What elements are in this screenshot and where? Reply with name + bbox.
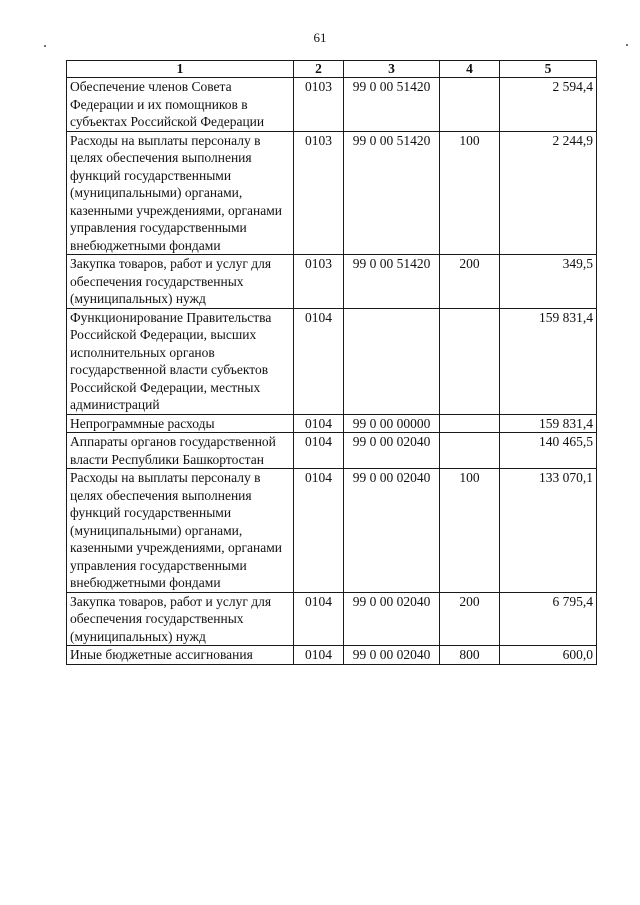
article-code-cell: 99 0 00 02040: [344, 469, 440, 593]
amount-cell: 140 465,5: [500, 433, 597, 469]
expense-type-cell: 100: [440, 131, 500, 255]
expense-name-cell: Расходы на выплаты персоналу в целях обеспечения выполнения функций государственными (муниципальными) органами, казенными учреждениями, органами управления государственными внебюджетными фондами: [67, 131, 294, 255]
table-row: [67, 414, 597, 433]
page-number: 61: [313, 30, 327, 45]
amount-cell: 600,0: [500, 646, 597, 665]
expense-type-cell: [440, 308, 500, 414]
expense-name-cell: Функционирование Правительства Российской Федерации, высших исполнительных органов государственной власти субъектов Российской Федерации, местных администраций: [67, 308, 294, 414]
table-row: [67, 469, 597, 593]
expense-name-cell: Непрограммные расходы: [67, 414, 294, 433]
column-header: 5: [500, 61, 597, 78]
expense-type-cell: 200: [440, 255, 500, 309]
table-row: [67, 255, 597, 309]
expense-name-cell: Закупка товаров, работ и услуг для обеспечения государственных (муниципальных) нужд: [67, 255, 294, 309]
expense-type-cell: [440, 414, 500, 433]
expense-name-cell: Обеспечение членов Совета Федерации и их помощников в субъектах Российской Федерации: [67, 78, 294, 132]
table-row: [67, 433, 597, 469]
section-code-cell: 0104: [294, 433, 344, 469]
article-code-cell: 99 0 00 51420: [344, 255, 440, 309]
expense-name-cell: Закупка товаров, работ и услуг для обеспечения государственных (муниципальных) нужд: [67, 592, 294, 646]
expense-type-cell: [440, 78, 500, 132]
table-row: [67, 592, 597, 646]
amount-cell: 2 594,4: [500, 78, 597, 132]
expense-type-cell: 100: [440, 469, 500, 593]
expense-type-cell: 800: [440, 646, 500, 665]
expense-name-cell: Расходы на выплаты персоналу в целях обеспечения выполнения функций государственными (муниципальными) органами, казенными учреждениями, органами управления государственными внебюджетными фондами: [67, 469, 294, 593]
scan-speck: [626, 44, 628, 46]
section-code-cell: 0103: [294, 78, 344, 132]
article-code-cell: [344, 308, 440, 414]
amount-cell: 349,5: [500, 255, 597, 309]
amount-cell: 133 070,1: [500, 469, 597, 593]
table-row: [67, 78, 597, 132]
section-code-cell: 0104: [294, 469, 344, 593]
section-code-cell: 0104: [294, 308, 344, 414]
expense-type-cell: 200: [440, 592, 500, 646]
article-code-cell: 99 0 00 02040: [344, 592, 440, 646]
column-header: 4: [440, 61, 500, 78]
section-code-cell: 0104: [294, 414, 344, 433]
article-code-cell: 99 0 00 51420: [344, 78, 440, 132]
section-code-cell: 0104: [294, 646, 344, 665]
article-code-cell: 99 0 00 00000: [344, 414, 440, 433]
amount-cell: 2 244,9: [500, 131, 597, 255]
article-code-cell: 99 0 00 02040: [344, 433, 440, 469]
header-row: [67, 61, 597, 78]
amount-cell: 159 831,4: [500, 414, 597, 433]
article-code-cell: 99 0 00 02040: [344, 646, 440, 665]
article-code-cell: 99 0 00 51420: [344, 131, 440, 255]
table-row: [67, 646, 597, 665]
budget-table: [66, 60, 597, 665]
column-header: 1: [67, 61, 294, 78]
amount-cell: 159 831,4: [500, 308, 597, 414]
section-code-cell: 0103: [294, 255, 344, 309]
scan-speck: [44, 45, 46, 47]
table-row: [67, 308, 597, 414]
amount-cell: 6 795,4: [500, 592, 597, 646]
expense-name-cell: Аппараты органов государственной власти Республики Башкортостан: [67, 433, 294, 469]
expense-name-cell: Иные бюджетные ассигнования: [67, 646, 294, 665]
section-code-cell: 0104: [294, 592, 344, 646]
expense-type-cell: [440, 433, 500, 469]
section-code-cell: 0103: [294, 131, 344, 255]
column-header: 2: [294, 61, 344, 78]
column-header: 3: [344, 61, 440, 78]
table-row: [67, 131, 597, 255]
